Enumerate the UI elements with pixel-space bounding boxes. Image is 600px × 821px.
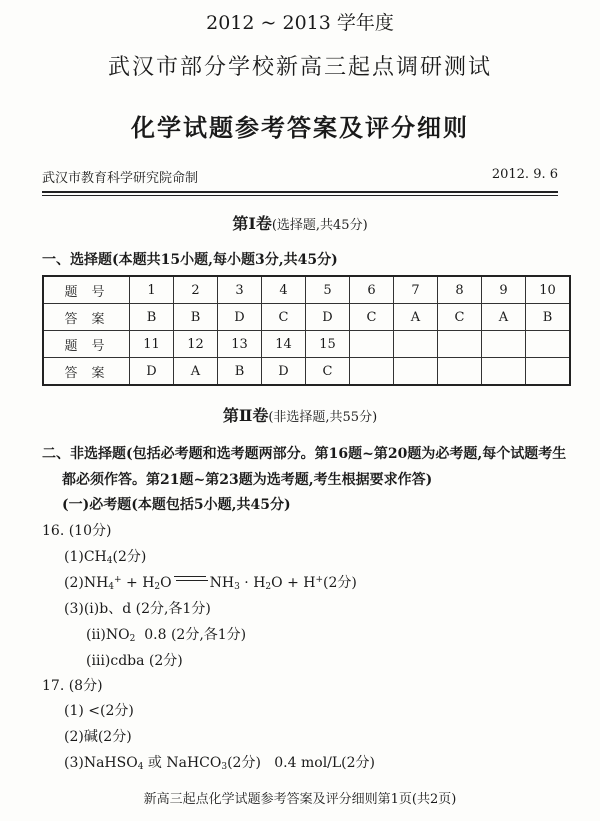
cell: 15 (306, 331, 350, 358)
cell (482, 358, 526, 386)
cell: C (262, 304, 306, 331)
cell: A (394, 304, 438, 331)
answer-table (42, 275, 571, 386)
cell: C (350, 304, 394, 331)
cell: 8 (438, 276, 482, 304)
cell: A (174, 358, 218, 386)
cell (438, 331, 482, 358)
q17-answer-3: (3)NaHSO$_4$ 或 NaHCO$_3$(2分) 0.4 mol/L(2分) (64, 755, 376, 772)
cell (526, 331, 571, 358)
cell: 7 (394, 276, 438, 304)
part2-heading: 第Ⅱ卷(非选择题,共55分) (222, 406, 378, 425)
cell (394, 358, 438, 386)
cell: 5 (306, 276, 350, 304)
header-rule (42, 191, 558, 193)
issuer: 武汉市教育科学研究院命制 (42, 171, 199, 186)
cell (350, 331, 394, 358)
cell: 9 (482, 276, 526, 304)
label-question-no: 题号 (43, 276, 130, 304)
header-rule-thin (42, 195, 558, 196)
q16-title: 16. (10分) (42, 523, 112, 539)
section-open-l1: 二、非选择题(包括必考题和选考题两部分。第16题~第20题为必考题,每个试题考生 (42, 446, 567, 462)
cell: 13 (218, 331, 262, 358)
cell (482, 331, 526, 358)
equilibrium-arrow-icon (174, 576, 208, 584)
cell: 4 (262, 276, 306, 304)
table-row (43, 304, 570, 331)
cell (394, 331, 438, 358)
cell: B (218, 358, 262, 386)
q17-answer-1: (1) <(2分) (64, 703, 134, 719)
section-multiple-choice: 一、选择题(本题共15小题,每小题3分,共45分) (42, 252, 338, 268)
table-row (43, 276, 570, 304)
q16-answer-1: $(1)CH_4(2$分) (64, 549, 147, 566)
cell (526, 358, 571, 386)
cell: A (482, 304, 526, 331)
cell (438, 358, 482, 386)
cell: 6 (350, 276, 394, 304)
label-answer: 答案 (43, 358, 130, 386)
page-footer: 新高三起点化学试题参考答案及评分细则第1页(共2页) (143, 792, 457, 807)
cell: D (130, 358, 174, 386)
q16-answer-3i: (3)(ⅰ)b、d (2分,各1分) (64, 601, 211, 617)
cell: B (130, 304, 174, 331)
cell: D (262, 358, 306, 386)
cell: C (306, 358, 350, 386)
cell (350, 358, 394, 386)
cell: B (526, 304, 571, 331)
label-question-no: 题号 (43, 331, 130, 358)
cell: 12 (174, 331, 218, 358)
cell: 2 (174, 276, 218, 304)
school-year: 2012 ~ 2013 学年度 (206, 12, 394, 34)
q17-title: 17. (8分) (42, 678, 103, 694)
q17-answer-2: (2)碱(2分) (64, 729, 132, 745)
cell: 11 (130, 331, 174, 358)
label-answer: 答案 (43, 304, 130, 331)
cell: B (174, 304, 218, 331)
cell: 3 (218, 276, 262, 304)
cell: 10 (526, 276, 571, 304)
q16-answer-2: $(2)NH_4^+ + H_2O$ $NH_3 \cdot H_2O + H^+(2$分) (64, 575, 357, 592)
part1-heading: 第Ⅰ卷(选择题,共45分) (232, 214, 368, 233)
issue-date: 2012. 9. 6 (491, 167, 558, 182)
table-row (43, 358, 570, 386)
cell: 1 (130, 276, 174, 304)
cell: D (306, 304, 350, 331)
table-row (43, 331, 570, 358)
cell: C (438, 304, 482, 331)
cell: 14 (262, 331, 306, 358)
q16-answer-3ii: $(ⅱ)NO_2$ 0.8 (2分,各1分) (86, 627, 247, 644)
section-open-l2: 都必须作答。第21题~第23题为选考题,考生根据要求作答) (62, 472, 433, 488)
cell: D (218, 304, 262, 331)
q16-answer-3iii: (ⅲ)cdba (2分) (86, 653, 183, 669)
document-title: 化学试题参考答案及评分细则 (131, 113, 469, 142)
required-questions: (一)必考题(本题包括5小题,共45分) (62, 497, 291, 513)
exam-name: 武汉市部分学校新高三起点调研测试 (107, 55, 492, 80)
